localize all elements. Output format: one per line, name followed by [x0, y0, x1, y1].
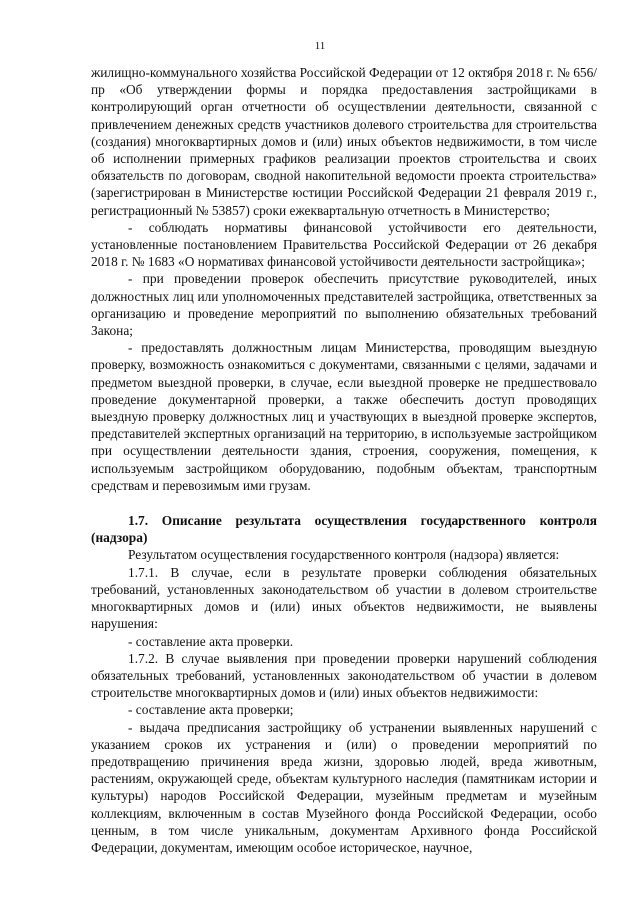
document-body [91, 64, 597, 856]
list-item-act-1: - составление акта проверки. [128, 633, 294, 649]
list-item-act-2: - составление акта проверки; [128, 702, 294, 718]
paragraph-access-for-inspectors: - предоставлять должностным лицам Министерства, проводящим выездную проверку, возможность ознакомиться с документами, связанными с целями, задачами и предметом выездной проверки, в случае, если выездной проверке не предшествовало проведение документарной проверки, а также обеспечить доступ проводящих выездную проверку должностных лиц и участвующих в выездной проверке экспертов, представителей экспертных организаций на территорию, в используемые застройщиком при осуществлении деятельности здания, строения, сооружения, помещения, к используемым застройщиком оборудованию, подобным объектам, транспортным средствам и перевозимым ими грузам. [91, 340, 597, 493]
paragraph-1-7-2: 1.7.2. В случае выявления при проведении проверки нарушений соблюдения обязательных требований, установленных законодательством об участии в долевом строительстве многоквартирных домов и (или) иных объектов недвижимости: [91, 650, 597, 701]
page-number: 11 [314, 40, 326, 52]
paragraph-1-7-1: 1.7.1. В случае, если в результате проверки соблюдения обязательных требований, установленных законодательством об участии в долевом строительстве многоквартирных домов и (или) иных объектов недвижимости, не выявлены нарушения: [91, 564, 597, 632]
section-heading-1-7: 1.7. Описание результата осуществления государственного контроля (надзора) [91, 513, 597, 546]
paragraph-presence-during-inspection: - при проведении проверок обеспечить присутствие руководителей, иных должностных лиц или уполномоченных представителей застройщика, ответственных за организацию и проведение мероприятий по выполнению обязательных требований Закона; [91, 271, 597, 339]
list-item-prescription: - выдача предписания застройщику об устранении выявленных нарушений с указанием сроков их устранения и (или) о проведении мероприятий по предотвращению причинения вреда жизни, здоровью людей, вреда животным, растениям, окружающей среде, объектам культурного наследия (памятникам истории и культуры) народов Российской Федерации, музейным предметам и музейным коллекциям, включенным в состав Музейного фонда Российской Федерации, особо ценным, в том числе уникальным, документам Архивного фонда Российской Федерации, документам, имеющим особое историческое, научное, [91, 719, 597, 855]
paragraph-reporting-order: жилищно-коммунального хозяйства Российской Федерации от 12 октября 2018 г. № 656/пр «Об утверждении формы и порядка предоставления застройщиками в контролирующий орган отчетности об осуществлении деятельности, связанной с привлечением денежных средств участников долевого строительства для строительства (создания) многоквартирных домов и (или) иных объектов недвижимости, в том числе об исполнении примерных графиков реализации проектов строительства и своих обязательств по договорам, сводной накопительной ведомости проекта строительства» (зарегистрирован в Министерстве юстиции Российской Федерации 21 февраля 2019 г., регистрационный № 53857) сроки ежеквартальную отчетность в Министерство; [91, 65, 597, 218]
paragraph-result-intro: Результатом осуществления государственного контроля (надзора) является: [128, 547, 560, 563]
paragraph-financial-stability: - соблюдать нормативы финансовой устойчивости его деятельности, установленные постановлением Правительства Российской Федерации от 26 декабря 2018 г. № 1683 «О нормативах финансовой устойчивости деятельности застройщика»; [91, 219, 597, 270]
